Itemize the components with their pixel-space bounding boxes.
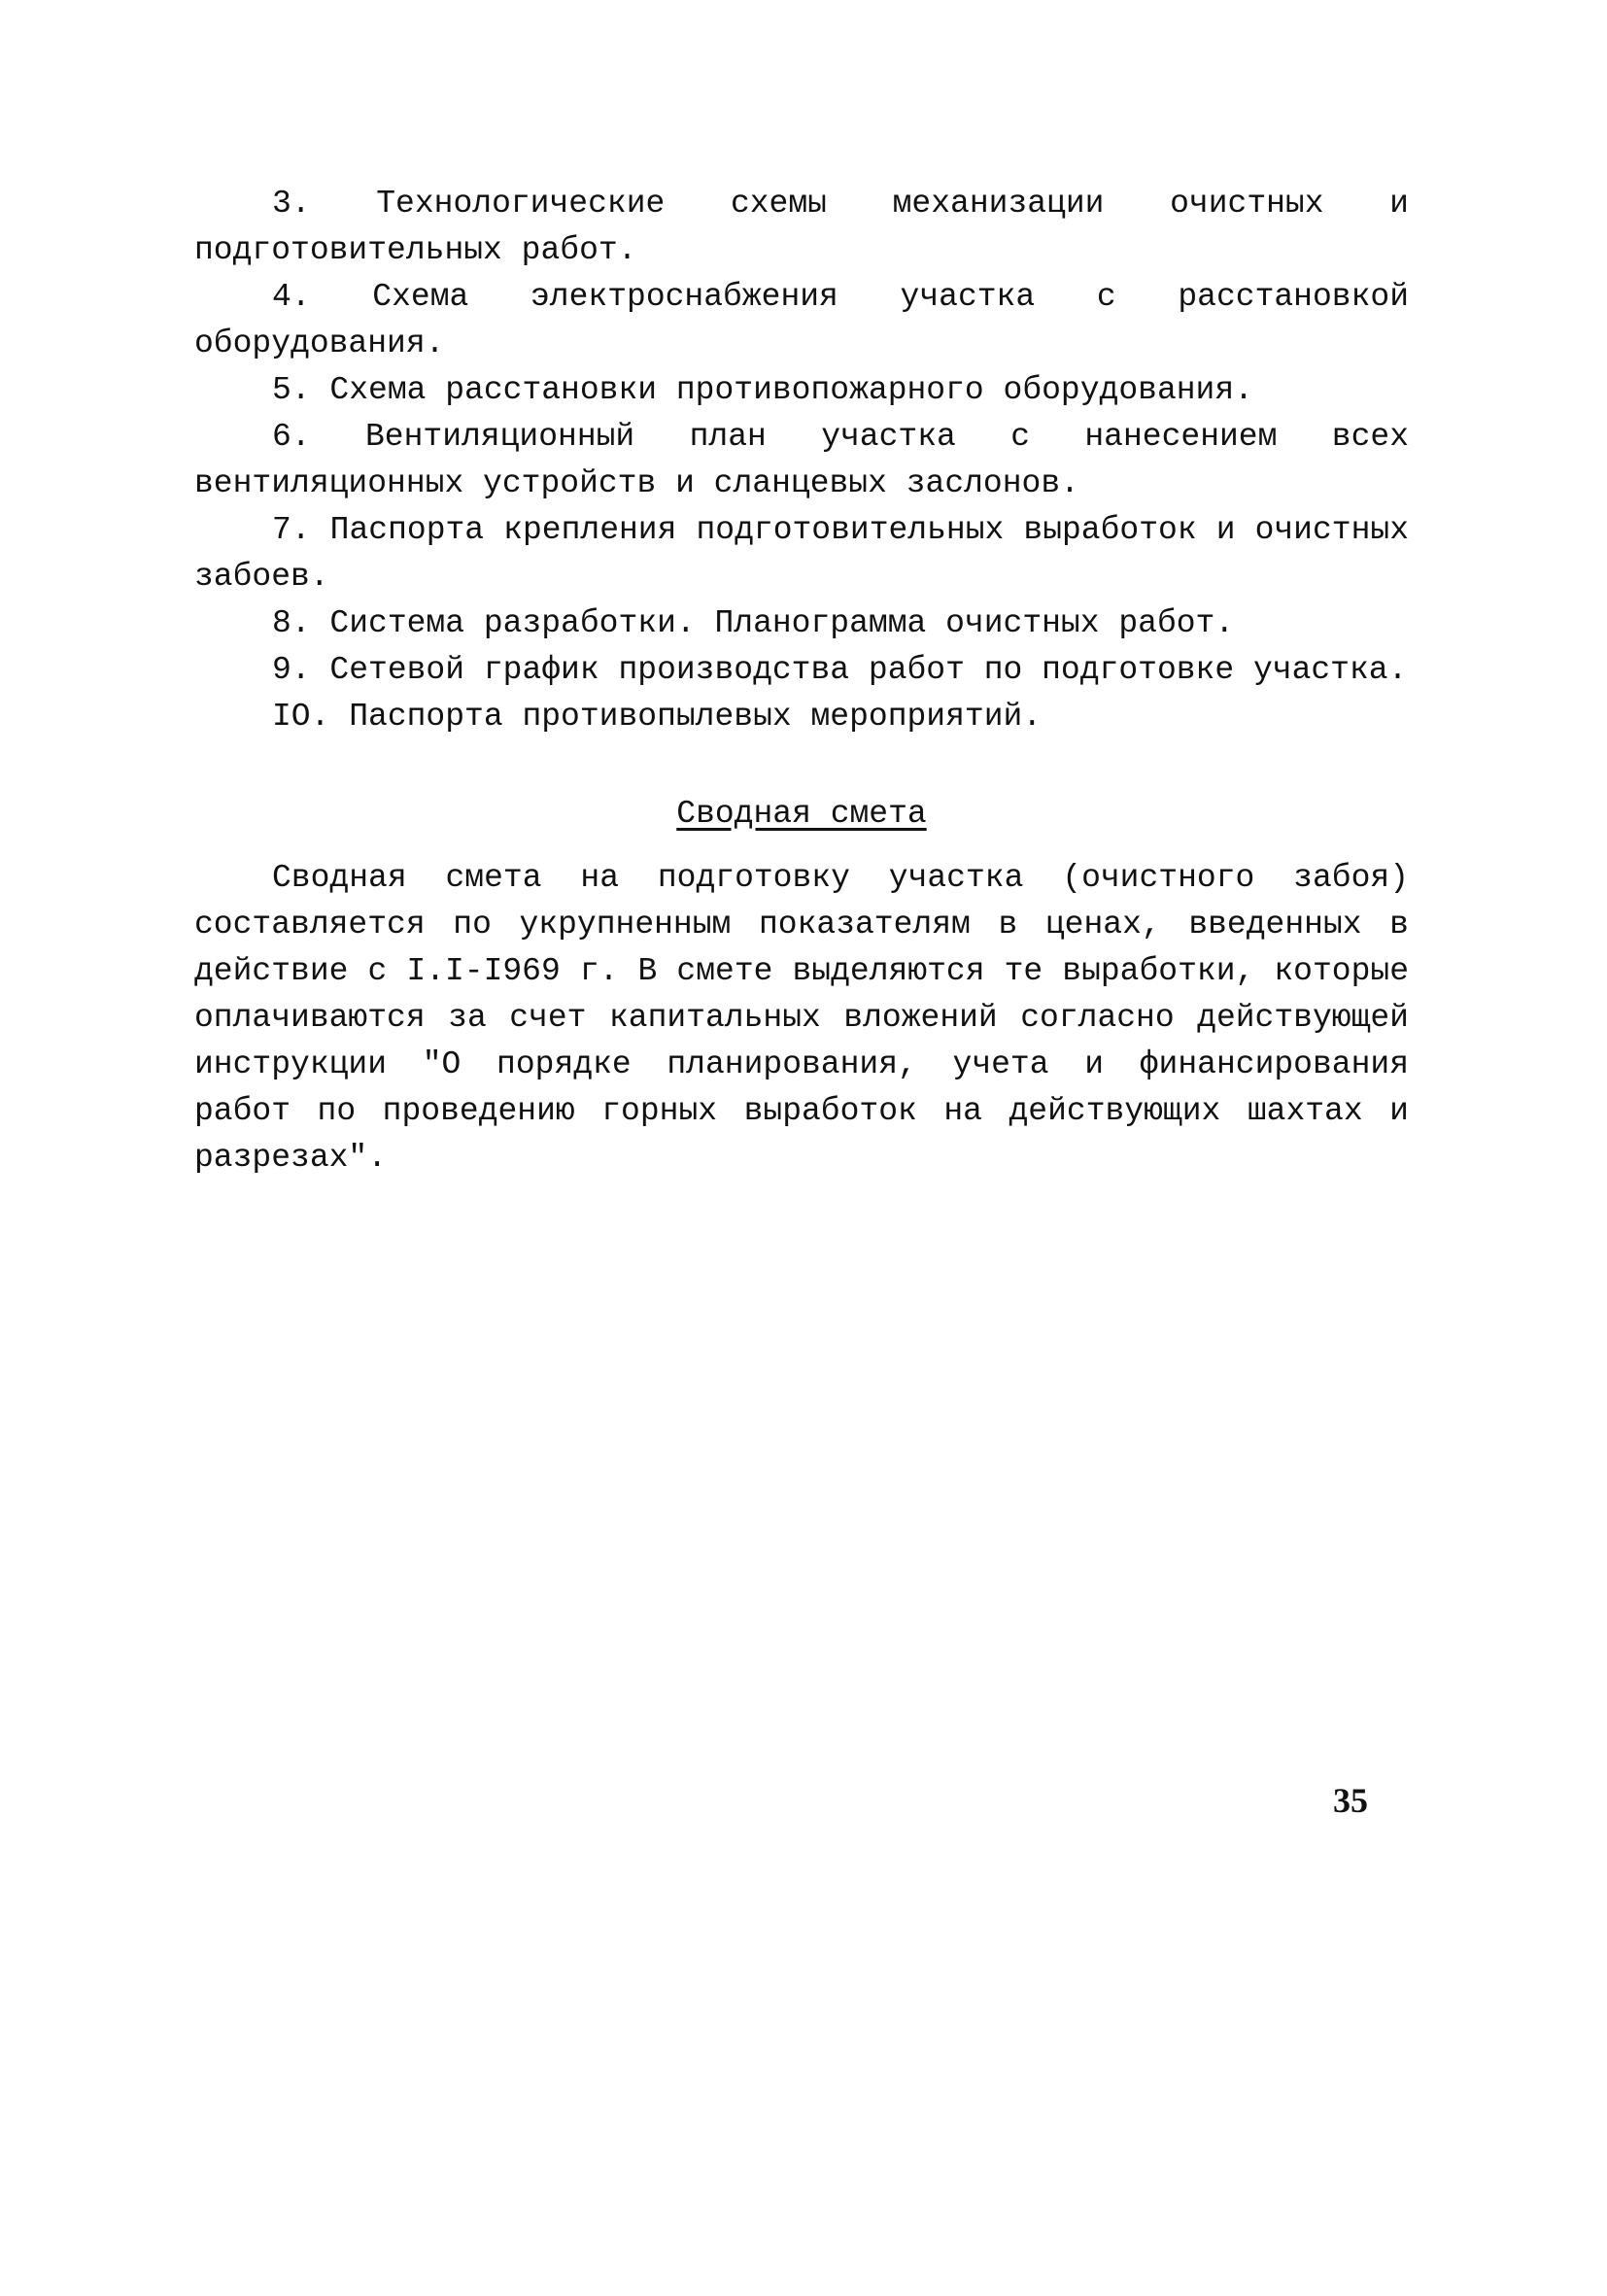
section-heading-text: Сводная смета [676, 796, 927, 832]
page-number: 35 [1333, 1781, 1368, 1820]
list-item-3: 3. Технологические схемы механизации очистных и подготовительных работ. [194, 186, 1409, 268]
section-heading [194, 791, 1409, 838]
list-item-8: 8. Система разработки. Планограмма очистных работ. [272, 605, 1235, 641]
list-item-4: 4. Схема электроснабжения участка с расстановкой оборудования. [194, 279, 1409, 361]
list-item-6: 6. Вентиляционный план участка с нанесением всех вентиляционных устройств и сланцевых заслонов. [194, 419, 1409, 501]
list-item-10: IO. Паспорта противопылевых мероприятий. [272, 699, 1043, 735]
section-paragraph: Сводная смета на подготовку участка (очистного забоя) составляется по укрупненным показателям в ценах, введенных в действие с I.I-I969 г. В смете выделяются те выработки, которые оплачиваются за счет капитальных вложений согласно действующей инструкции "О порядке планирования, учета и финансирования работ по проведению горных выработок на действующих шахтах и разрезах". [194, 860, 1409, 1176]
document-body [194, 181, 1409, 1182]
list-item-7: 7. Паспорта крепления подготовительных выработок и очистных забоев. [194, 512, 1409, 595]
list-item-5: 5. Схема расстановки противопожарного оборудования. [272, 372, 1253, 408]
list-item-9: 9. Сетевой график производства работ по подготовке участка. [272, 652, 1408, 688]
